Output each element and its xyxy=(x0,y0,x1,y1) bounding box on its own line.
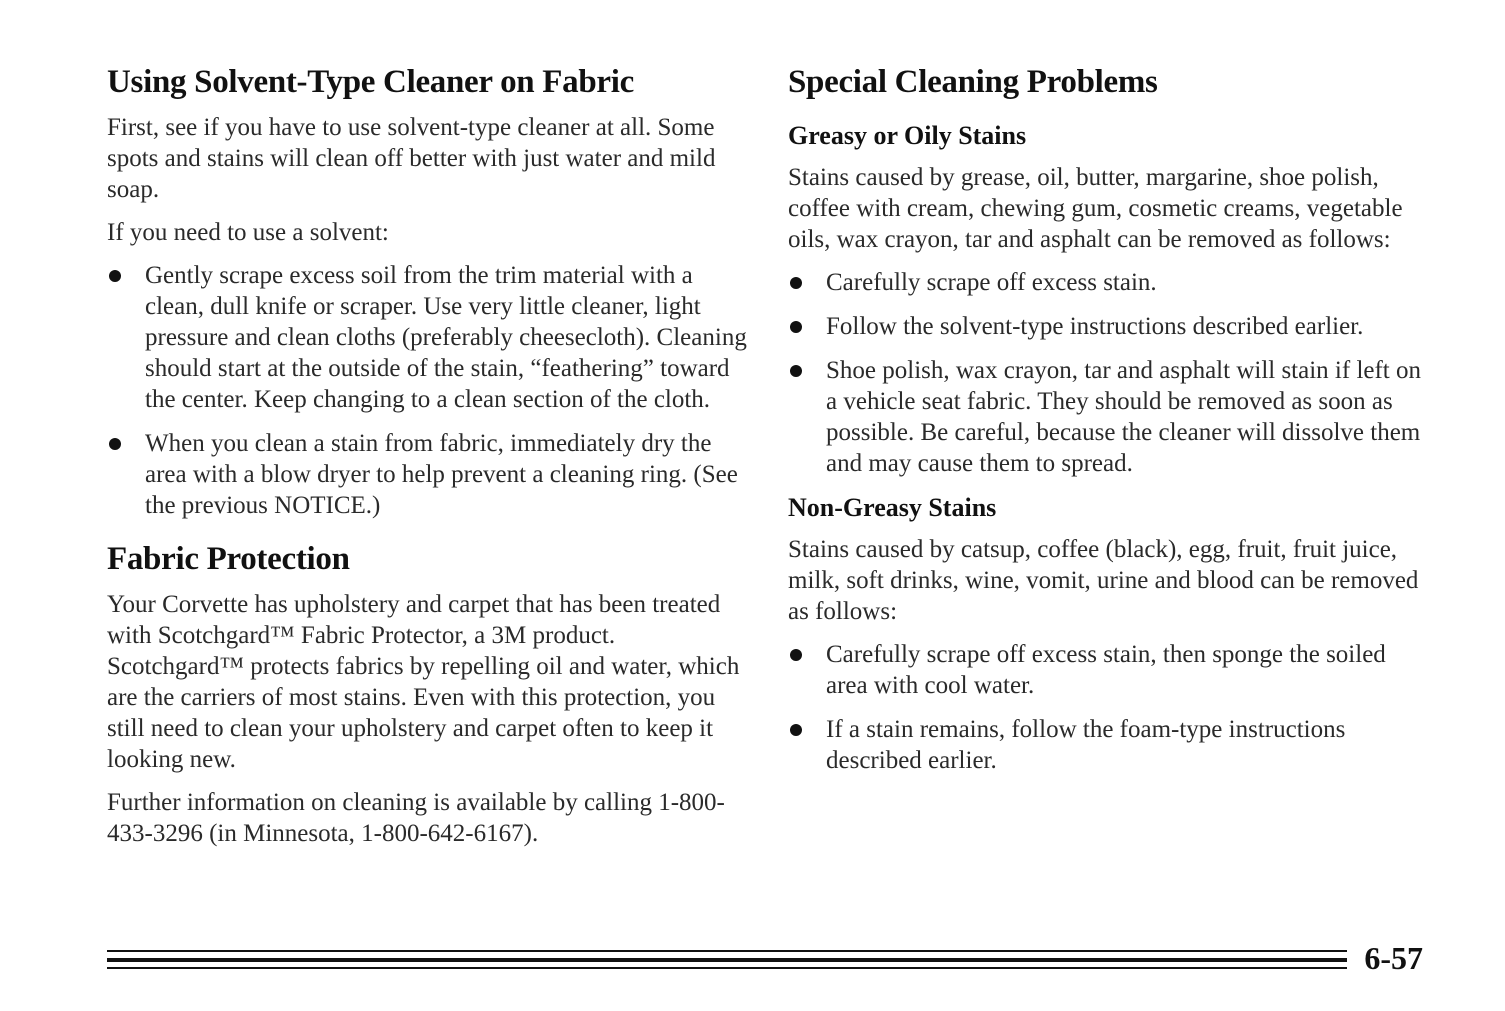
footer-rule xyxy=(107,967,1347,969)
list-item xyxy=(788,714,1433,776)
list-item-text: When you clean a stain from fabric, immediately dry the area with a blow dryer to help prevent a cleaning ring. (See the previous NOTICE.) xyxy=(145,430,738,519)
list-item-text: Carefully scrape off excess stain. xyxy=(826,269,1157,296)
list-item-text: Shoe polish, wax crayon, tar and asphalt will stain if left on a vehicle seat fabric. They should be removed as soon as possible. Be careful, because the cleaner will dissolve them and may cause them to spread. xyxy=(826,357,1422,477)
page-footer xyxy=(107,938,1423,988)
fabric-protection-heading: Fabric Protection xyxy=(107,541,350,577)
list-item xyxy=(107,428,747,521)
bullet-icon xyxy=(790,724,802,736)
list-item-text: Gently scrape excess soil from the trim material with a clean, dull knife or scraper. Use very little cleaner, light pressure and clean cloths (preferably cheesecloth). Cleaning should start at the outside of the stain, “feathering” toward the center. Keep changing to a clean section of the cloth. xyxy=(145,262,747,413)
cleaning-info-paragraph: Further information on cleaning is available by calling 1-800-433-3296 (in Minnesota, 1-800-642-6167). xyxy=(107,789,725,847)
fabric-protection-paragraph: Your Corvette has upholstery and carpet that has been treated with Scotchgard™ Fabric Protector, a 3M product. Scotchgard™ protects fabrics by repelling oil and water, which are the carriers of most stains. Even with this protection, you still need to clean your upholstery and carpet often to keep it looking new. xyxy=(107,591,740,773)
special-cleaning-heading: Special Cleaning Problems xyxy=(788,64,1158,100)
greasy-stains-subheading: Greasy or Oily Stains xyxy=(788,121,1027,150)
bullet-icon xyxy=(790,321,802,333)
bullet-icon xyxy=(109,270,121,282)
solvent-intro-paragraph: First, see if you have to use solvent-type cleaner at all. Some spots and stains will clean off better with just water and mild soap. xyxy=(107,114,716,203)
non-greasy-bullet-list xyxy=(788,639,1433,776)
bullet-icon xyxy=(790,649,802,661)
solvent-cleaner-heading: Using Solvent-Type Cleaner on Fabric xyxy=(107,64,634,100)
solvent-lead-paragraph: If you need to use a solvent: xyxy=(107,219,389,246)
bullet-icon xyxy=(109,438,121,450)
solvent-bullet-list xyxy=(107,260,747,521)
list-item xyxy=(788,311,1433,342)
footer-rule xyxy=(107,958,1347,962)
list-item-text: If a stain remains, follow the foam-type instructions described earlier. xyxy=(826,716,1346,774)
list-item xyxy=(107,260,747,415)
right-column xyxy=(788,62,1433,789)
list-item xyxy=(788,639,1433,701)
page-number: 6-57 xyxy=(1364,940,1423,976)
greasy-intro-paragraph: Stains caused by grease, oil, butter, margarine, shoe polish, coffee with cream, chewing gum, cosmetic creams, vegetable oils, wax crayon, tar and asphalt can be removed as follows: xyxy=(788,164,1403,253)
list-item-text: Carefully scrape off excess stain, then sponge the soiled area with cool water. xyxy=(826,641,1386,699)
greasy-bullet-list xyxy=(788,267,1433,479)
list-item-text: Follow the solvent-type instructions described earlier. xyxy=(826,313,1364,340)
bullet-icon xyxy=(790,277,802,289)
list-item xyxy=(788,267,1433,298)
non-greasy-intro-paragraph: Stains caused by catsup, coffee (black), egg, fruit, fruit juice, milk, soft drinks, wine, vomit, urine and blood can be removed as follows: xyxy=(788,536,1419,625)
bullet-icon xyxy=(790,365,802,377)
non-greasy-stains-subheading: Non-Greasy Stains xyxy=(788,493,997,522)
footer-rule xyxy=(107,950,1347,952)
left-column xyxy=(107,62,747,861)
list-item xyxy=(788,355,1433,479)
